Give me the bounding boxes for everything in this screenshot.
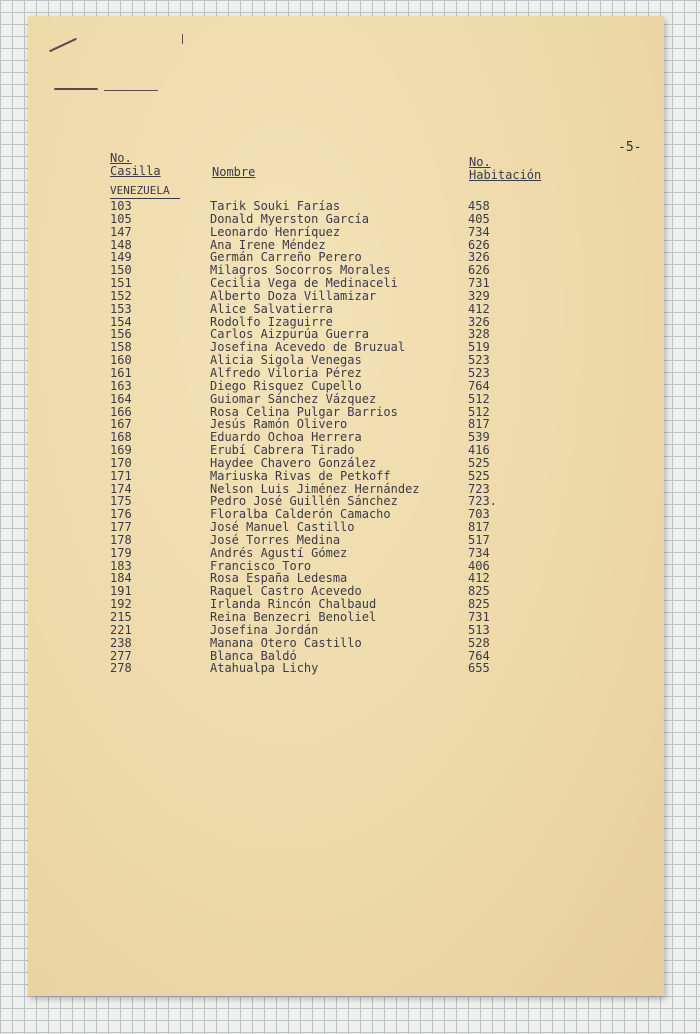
header-nombre: Nombre (212, 165, 256, 179)
guest-name: Irlanda Rincón Chalbaud (210, 597, 377, 612)
table-row (28, 290, 664, 303)
casilla-number: 167 (110, 417, 132, 432)
casilla-number: 148 (110, 237, 132, 252)
casilla-number: 168 (110, 430, 132, 445)
room-number: 731 (468, 276, 490, 291)
table-row (28, 303, 664, 316)
ink-mark (54, 88, 98, 90)
guest-name: Cecilia Vega de Medinaceli (210, 276, 398, 291)
casilla-number: 178 (110, 532, 132, 547)
guest-name: Rosa Celina Pulgar Barrios (210, 404, 398, 419)
room-number: 406 (468, 558, 490, 573)
room-number: 412 (468, 571, 490, 586)
casilla-number: 174 (110, 481, 132, 496)
room-number: 734 (468, 224, 490, 239)
casilla-number: 160 (110, 353, 132, 368)
casilla-number: 184 (110, 571, 132, 586)
guest-name: Francisco Toro (210, 558, 312, 573)
table-row (28, 470, 664, 483)
casilla-number: 150 (110, 263, 132, 278)
guest-name: Rodolfo Izaguirre (210, 314, 333, 329)
room-number: 525 (468, 455, 490, 470)
casilla-number: 154 (110, 314, 132, 329)
table-row (28, 547, 664, 560)
room-number: 734 (468, 545, 490, 560)
casilla-number: 192 (110, 597, 132, 612)
guest-name: Jesús Ramón Olivero (210, 417, 348, 432)
casilla-number: 163 (110, 378, 132, 393)
room-number: 523 (468, 353, 490, 368)
room-number: 513 (468, 622, 490, 637)
header-casilla-line2: Casilla (110, 164, 161, 178)
room-number: 723. (468, 494, 497, 509)
header-habitacion-line2: Habitación (469, 168, 542, 182)
room-number: 328 (468, 327, 490, 342)
table-row (28, 226, 664, 239)
casilla-number: 156 (110, 327, 132, 342)
guest-name: Alice Salvatierra (210, 301, 333, 316)
room-number: 528 (468, 635, 490, 650)
casilla-number: 176 (110, 507, 132, 522)
guest-name: Rosa España Ledesma (210, 571, 348, 586)
table-row (28, 444, 664, 457)
casilla-number: 277 (110, 648, 132, 663)
table-row (28, 200, 664, 213)
casilla-number: 238 (110, 635, 132, 650)
ink-mark (49, 38, 77, 52)
room-number: 626 (468, 263, 490, 278)
room-number: 525 (468, 468, 490, 483)
guest-name: Raquel Castro Acevedo (210, 584, 362, 599)
guest-list (28, 200, 664, 675)
guest-name: Atahualpa Lichy (210, 661, 319, 676)
guest-name: Pedro José Guillén Sánchez (210, 494, 398, 509)
guest-name: Nelson Luis Jiménez Hernández (210, 481, 420, 496)
ink-mark (182, 34, 183, 44)
guest-name: Eduardo Ochoa Herrera (210, 430, 362, 445)
header-habitacion-line1: No. (469, 155, 491, 169)
guest-name: Josefina Acevedo de Bruzual (210, 340, 406, 355)
page-number: -5- (618, 140, 642, 155)
casilla-number: 149 (110, 250, 132, 265)
casilla-number: 171 (110, 468, 132, 483)
casilla-number: 179 (110, 545, 132, 560)
header-casilla (110, 152, 161, 178)
room-number: 817 (468, 417, 490, 432)
guest-name: Diego Risquez Cupello (210, 378, 362, 393)
casilla-number: 170 (110, 455, 132, 470)
header-habitacion (469, 156, 541, 182)
room-number: 825 (468, 597, 490, 612)
table-row (28, 277, 664, 290)
table-row (28, 534, 664, 547)
room-number: 817 (468, 520, 490, 535)
casilla-number: 221 (110, 622, 132, 637)
header-casilla-line1: No. (110, 151, 132, 165)
table-row (28, 213, 664, 226)
casilla-number: 164 (110, 391, 132, 406)
guest-name: Alicia Sigola Venegas (210, 353, 362, 368)
guest-name: José Torres Medina (210, 532, 341, 547)
guest-name: Donald Myerston García (210, 211, 369, 226)
guest-name: Guiomar Sánchez Vázquez (210, 391, 377, 406)
room-number: 523 (468, 365, 490, 380)
room-number: 326 (468, 250, 490, 265)
casilla-number: 103 (110, 199, 132, 213)
guest-name: Milagros Socorros Morales (210, 263, 391, 278)
room-number: 512 (468, 391, 490, 406)
table-row (28, 367, 664, 380)
casilla-number: 177 (110, 520, 132, 535)
casilla-number: 169 (110, 443, 132, 458)
casilla-number: 158 (110, 340, 132, 355)
room-number: 655 (468, 661, 490, 676)
table-row (28, 624, 664, 637)
guest-name: Floralba Calderón Camacho (210, 507, 391, 522)
room-number: 723 (468, 481, 490, 496)
guest-name: Leonardo Henríquez (210, 224, 341, 239)
room-number: 519 (468, 340, 490, 355)
casilla-number: 278 (110, 661, 132, 676)
room-number: 764 (468, 648, 490, 663)
room-number: 517 (468, 532, 490, 547)
guest-name: Alfredo Viloria Pérez (210, 365, 362, 380)
casilla-number: 153 (110, 301, 132, 316)
room-number: 539 (468, 430, 490, 445)
room-number: 405 (468, 211, 490, 226)
table-row (28, 380, 664, 393)
guest-name: Erubí Cabrera Tirado (210, 443, 355, 458)
casilla-number: 105 (110, 211, 132, 226)
guest-name: Ana Irene Méndez (210, 237, 326, 252)
guest-name: Mariuska Rivas de Petkoff (210, 468, 391, 483)
casilla-number: 151 (110, 276, 132, 291)
guest-name: Alberto Doza Villamizar (210, 288, 377, 303)
guest-name: Carlos Aizpurúa Guerra (210, 327, 369, 342)
casilla-number: 161 (110, 365, 132, 380)
document-page (28, 16, 664, 996)
guest-name: Manana Otero Castillo (210, 635, 362, 650)
room-number: 825 (468, 584, 490, 599)
room-number: 458 (468, 199, 490, 213)
table-row (28, 521, 664, 534)
room-number: 329 (468, 288, 490, 303)
table-row (28, 662, 664, 675)
casilla-number: 175 (110, 494, 132, 509)
room-number: 731 (468, 610, 490, 624)
room-number: 412 (468, 301, 490, 316)
ink-mark (104, 90, 158, 91)
table-row (28, 611, 664, 624)
guest-name: José Manuel Castillo (210, 520, 355, 535)
country-heading: VENEZUELA (110, 184, 180, 199)
casilla-number: 191 (110, 584, 132, 599)
casilla-number: 152 (110, 288, 132, 303)
guest-name: Reina Benzecri Benoliel (210, 610, 377, 624)
guest-name: Blanca Baldó (210, 648, 297, 663)
room-number: 326 (468, 314, 490, 329)
guest-name: Haydee Chavero González (210, 455, 377, 470)
casilla-number: 183 (110, 558, 132, 573)
casilla-number: 166 (110, 404, 132, 419)
room-number: 626 (468, 237, 490, 252)
table-row (28, 637, 664, 650)
room-number: 416 (468, 443, 490, 458)
casilla-number: 215 (110, 610, 132, 624)
guest-name: Tarik Souki Farías (210, 199, 341, 213)
room-number: 703 (468, 507, 490, 522)
guest-name: Germán Carreño Perero (210, 250, 362, 265)
room-number: 764 (468, 378, 490, 393)
guest-name: Josefina Jordán (210, 622, 319, 637)
table-row (28, 457, 664, 470)
table-row (28, 393, 664, 406)
guest-name: Andrés Agustí Gómez (210, 545, 348, 560)
casilla-number: 147 (110, 224, 132, 239)
room-number: 512 (468, 404, 490, 419)
